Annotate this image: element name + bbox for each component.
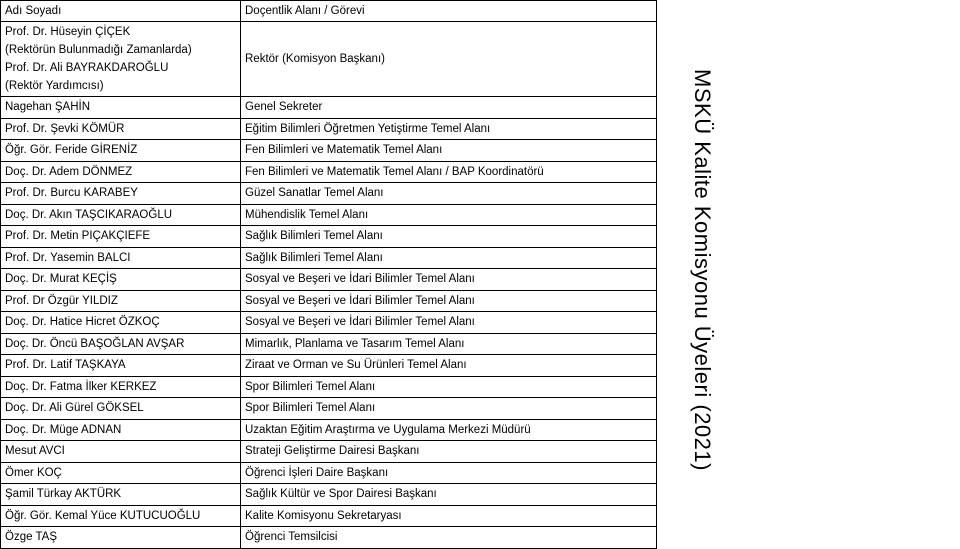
- table-row: [1, 376, 657, 398]
- member-name: Şamil Türkay AKTÜRK: [1, 484, 241, 506]
- table-row: [1, 484, 657, 506]
- member-role: Mühendislik Temel Alanı: [241, 204, 657, 226]
- table-row: [1, 441, 657, 463]
- member-name: Doç. Dr. Fatma İlker KERKEZ: [1, 376, 241, 398]
- member-role: Sağlık Bilimleri Temel Alanı: [241, 226, 657, 248]
- member-name: Doç. Dr. Murat KEÇİŞ: [1, 269, 241, 291]
- member-name: Öğr. Gör. Kemal Yüce KUTUCUOĞLU: [1, 505, 241, 527]
- member-name: Öğr. Gör. Feride GİRENİZ: [1, 140, 241, 162]
- member-role: Mimarlık, Planlama ve Tasarım Temel Alanı: [241, 333, 657, 355]
- table-row: [1, 140, 657, 162]
- table-row: [1, 333, 657, 355]
- member-role: Eğitim Bilimleri Öğretmen Yetiştirme Temel Alanı: [241, 118, 657, 140]
- member-name: Doç. Dr. Ali Gürel GÖKSEL: [1, 398, 241, 420]
- member-name: Ömer KOÇ: [1, 462, 241, 484]
- table-row: [1, 183, 657, 205]
- member-role: Öğrenci Temsilcisi: [241, 527, 657, 549]
- table-row: [1, 527, 657, 549]
- rector-row: [1, 22, 657, 97]
- member-role: Fen Bilimleri ve Matematik Temel Alanı: [241, 140, 657, 162]
- member-role: Genel Sekreter: [241, 97, 657, 119]
- table-row: [1, 419, 657, 441]
- member-name: Doç. Dr. Öncü BAŞOĞLAN AVŞAR: [1, 333, 241, 355]
- table-row: [1, 398, 657, 420]
- member-role: Spor Bilimleri Temel Alanı: [241, 398, 657, 420]
- member-name: Prof. Dr. Şevki KÖMÜR: [1, 118, 241, 140]
- member-name: Prof. Dr. Yasemin BALCI: [1, 247, 241, 269]
- table-row: [1, 161, 657, 183]
- rector-name-cell: [1, 22, 241, 97]
- member-name: Nagehan ŞAHİN: [1, 97, 241, 119]
- table-row: [1, 226, 657, 248]
- member-name: Prof. Dr Özgür YILDIZ: [1, 290, 241, 312]
- member-name: Doç. Dr. Müge ADNAN: [1, 419, 241, 441]
- member-name: Mesut AVCI: [1, 441, 241, 463]
- table-row: [1, 97, 657, 119]
- member-role: Strateji Geliştirme Dairesi Başkanı: [241, 441, 657, 463]
- member-role: Sosyal ve Beşeri ve İdari Bilimler Temel Alanı: [241, 269, 657, 291]
- rector-line: Prof. Dr. Hüseyin ÇİÇEK: [5, 26, 131, 38]
- member-role: Öğrenci İşleri Daire Başkanı: [241, 462, 657, 484]
- table-row: [1, 247, 657, 269]
- member-name: Prof. Dr. Burcu KARABEY: [1, 183, 241, 205]
- member-name: Doç. Dr. Adem DÖNMEZ: [1, 161, 241, 183]
- member-role: Fen Bilimleri ve Matematik Temel Alanı / BAP Koordinatörü: [241, 161, 657, 183]
- table-row: [1, 462, 657, 484]
- header-row: [1, 1, 657, 22]
- member-name: Özge TAŞ: [1, 527, 241, 549]
- table-row: [1, 290, 657, 312]
- table-row: [1, 505, 657, 527]
- table-row: [1, 269, 657, 291]
- table-row: [1, 204, 657, 226]
- member-name: Prof. Dr. Latif TAŞKAYA: [1, 355, 241, 377]
- rector-role: Rektör (Komisyon Başkanı): [241, 22, 657, 97]
- rector-line: (Rektör Yardımcısı): [5, 80, 104, 92]
- rector-line: (Rektörün Bulunmadığı Zamanlarda): [5, 44, 192, 56]
- member-name: Doç. Dr. Hatice Hicret ÖZKOÇ: [1, 312, 241, 334]
- member-role: Spor Bilimleri Temel Alanı: [241, 376, 657, 398]
- header-role: Doçentlik Alanı / Görevi: [241, 1, 657, 22]
- header-name: Adı Soyadı: [1, 1, 241, 22]
- rector-line: Prof. Dr. Ali BAYRAKDAROĞLU: [5, 62, 169, 74]
- member-role: Kalite Komisyonu Sekretaryası: [241, 505, 657, 527]
- member-role: Güzel Sanatlar Temel Alanı: [241, 183, 657, 205]
- member-role: Sağlık Bilimleri Temel Alanı: [241, 247, 657, 269]
- member-name: Prof. Dr. Metin PIÇAKÇIEFE: [1, 226, 241, 248]
- member-role: Sosyal ve Beşeri ve İdari Bilimler Temel Alanı: [241, 290, 657, 312]
- member-role: Uzaktan Eğitim Araştırma ve Uygulama Merkezi Müdürü: [241, 419, 657, 441]
- table-row: [1, 118, 657, 140]
- side-title-container: [682, 0, 722, 540]
- member-name: Doç. Dr. Akın TAŞCIKARAOĞLU: [1, 204, 241, 226]
- member-role: Sağlık Kültür ve Spor Dairesi Başkanı: [241, 484, 657, 506]
- member-role: Sosyal ve Beşeri ve İdari Bilimler Temel Alanı: [241, 312, 657, 334]
- table-row: [1, 312, 657, 334]
- member-role: Ziraat ve Orman ve Su Ürünleri Temel Alanı: [241, 355, 657, 377]
- table-row: [1, 355, 657, 377]
- side-title: MSKÜ Kalite Komisyonu Üyeleri (2021): [690, 69, 715, 471]
